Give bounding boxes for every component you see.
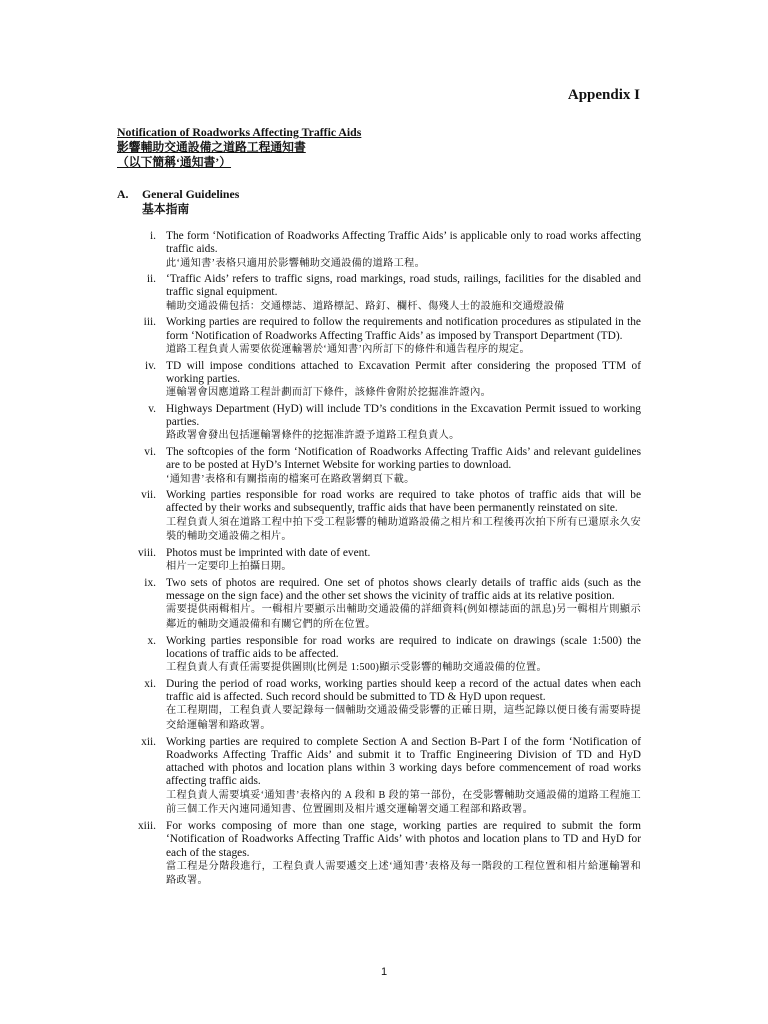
- appendix-label: Appendix I: [567, 87, 640, 103]
- item-text-english: Working parties responsible for road works are required to indicate on drawings (scale 1:500) the locations of traffic aids to be affected.: [166, 634, 641, 660]
- list-item: [140, 635, 641, 676]
- item-text-chinese: 需要提供兩輯相片。一輯相片要顯示出輔助交通設備的詳細資料(例如標誌面的訊息)另一輯相片則顯示鄰近的輔助交通設備和有關它們的所在位置。: [166, 604, 641, 630]
- section-title-english: General Guidelines: [142, 187, 240, 201]
- item-text-chinese: 工程負責人須在道路工程中拍下受工程影響的輔助道路設備之相片和工程後再次拍下所有已還原永久安裝的輔助交通設備之相片。: [166, 516, 641, 543]
- item-number: ix.: [144, 576, 156, 589]
- list-item: [140, 230, 641, 271]
- list-item: [140, 489, 641, 545]
- list-item: [140, 403, 641, 444]
- item-text-chinese: 道路工程負責人需要依從運輸署於‘通知書’內所訂下的條件和通告程序的規定。: [166, 343, 530, 355]
- item-number: iii.: [143, 316, 156, 329]
- item-text-chinese: 工程負責人有責任需要提供圖則(比例是 1:500)顯示受影響的輔助交通設備的位置。: [166, 662, 548, 674]
- item-text-chinese: ‘通知書’表格和有關指南的檔案可在路政署網頁下載。: [166, 473, 415, 485]
- list-item: [137, 546, 641, 575]
- item-text-english: Highways Department (HyD) will include TD’s conditions in the Excavation Permit issued to working parties.: [166, 402, 641, 429]
- page-number: 1: [380, 966, 388, 978]
- item-number: vi.: [144, 445, 156, 458]
- item-text-chinese: 當工程是分階段進行，工程負責人需要遞交上述‘通知書’表格及每一階段的工程位置和相片給運輸署和路政署。: [166, 860, 641, 887]
- item-text-english: Two sets of photos are required. One set of photos shows clearly details of traffic aids (such as the message on the sign face) and the other set shows the vicinity of traffic aids at its relative position.: [166, 576, 641, 603]
- item-text-english: TD will impose conditions attached to Excavation Permit after considering the proposed TTM of working parties.: [166, 359, 641, 385]
- item-number: vii.: [141, 489, 156, 502]
- item-text-english: During the period of road works, working parties should keep a record of the actual dates when each traffic aid is affected. Such record should be submitted to TD & HyD upon request.: [166, 677, 641, 704]
- section-title-chinese: 基本指南: [142, 202, 190, 216]
- list-item: [140, 316, 641, 357]
- list-item: [140, 273, 641, 314]
- item-text-chinese: 輔助交通設備包括：交通標誌、道路標記、路釘、欄杆、傷殘人士的設施和交通燈設備: [166, 300, 565, 312]
- item-text-english: The form ‘Notification of Roadworks Affecting Traffic Aids’ is applicable only to road works affecting traffic aids.: [166, 230, 641, 256]
- list-item: [140, 360, 641, 401]
- item-number: v.: [148, 402, 156, 415]
- item-text-chinese: 工程負責人需要填妥‘通知書’表格內的 A 段和 B 段的第一部份，在受影響輔助交通設備的道路工程施工前三個工作天內連同通知書、位置圖則及相片遞交運輸署交通工程部和路政署。: [166, 789, 641, 816]
- list-item: [140, 577, 641, 633]
- title-chinese: 影響輔助交通設備之道路工程通知書: [117, 140, 306, 154]
- title-english: Notification of Roadworks Affecting Traffic Aids: [117, 125, 362, 139]
- item-text-chinese: 運輸署會因應道路工程計劃而訂下條件，該條件會附於挖掘准許證內。: [166, 387, 492, 399]
- guideline-list: [137, 230, 641, 891]
- document-heading: [117, 125, 657, 170]
- item-number: xi.: [144, 677, 156, 690]
- list-item: [140, 446, 641, 487]
- item-text-english: For works composing of more than one stage, working parties are required to submit the form ‘Notification of Roadworks Affecting Traffic Aids’ with photos and location plans to TD and HyD for each of the stages.: [166, 819, 641, 859]
- list-item: [140, 678, 641, 734]
- item-number: xiii.: [137, 819, 156, 832]
- item-number: viii.: [137, 546, 156, 559]
- item-text-english: Working parties are required to follow the requirements and notification procedures as stipulated in the form ‘Notification of Roadworks Affecting Traffic Aids’ as imposed by Transport Department (TD).: [166, 316, 641, 342]
- item-number: iv.: [145, 359, 156, 372]
- item-number: ii.: [146, 273, 156, 286]
- item-text-english: Photos must be imprinted with date of event.: [166, 546, 371, 559]
- item-number: xii.: [141, 735, 156, 748]
- item-text-chinese: 相片一定要印上拍攝日期。: [166, 561, 292, 573]
- list-item: [137, 819, 641, 889]
- item-text-english: Working parties are required to complete Section A and Section B-Part I of the form ‘Notification of Roadworks Affecting Traffic Aids’ and submit it to Traffic Engineering Division of TD and HyD attached with photos and location plans within 3 working days before commencement of road works affecting traffic aids.: [166, 735, 641, 788]
- item-text-chinese: 此‘通知書’表格只適用於影響輔助交通設備的道路工程。: [166, 257, 426, 269]
- item-text-english: The softcopies of the form ‘Notification of Roadworks Affecting Traffic Aids’ and relevant guidelines are to be posted at HyD’s Internet Website for working parties to download.: [166, 445, 641, 472]
- title-short-name: （以下簡稱‘通知書’）: [117, 155, 232, 169]
- item-text-chinese: 路政署會發出包括運輸署條件的挖掘准許證予道路工程負責人。: [166, 430, 460, 442]
- section-heading: [117, 187, 239, 217]
- item-number: i.: [149, 230, 156, 242]
- item-text-english: ‘Traffic Aids’ refers to traffic signs, road markings, road studs, railings, facilities for the disabled and traffic signal equipment.: [166, 273, 641, 299]
- item-text-chinese: 在工程期間，工程負責人要記錄每一個輔助交通設備受影響的正確日期，這些記錄以便日後有需要時提交給運輸署和路政署。: [166, 705, 641, 731]
- section-letter: A.: [117, 187, 129, 201]
- item-number: x.: [147, 634, 156, 647]
- list-item: [140, 736, 641, 818]
- item-text-english: Working parties responsible for road works are required to take photos of traffic aids that will be affected by their works and subsequently, traffic aids that have been permanently reinstated on site.: [166, 489, 641, 515]
